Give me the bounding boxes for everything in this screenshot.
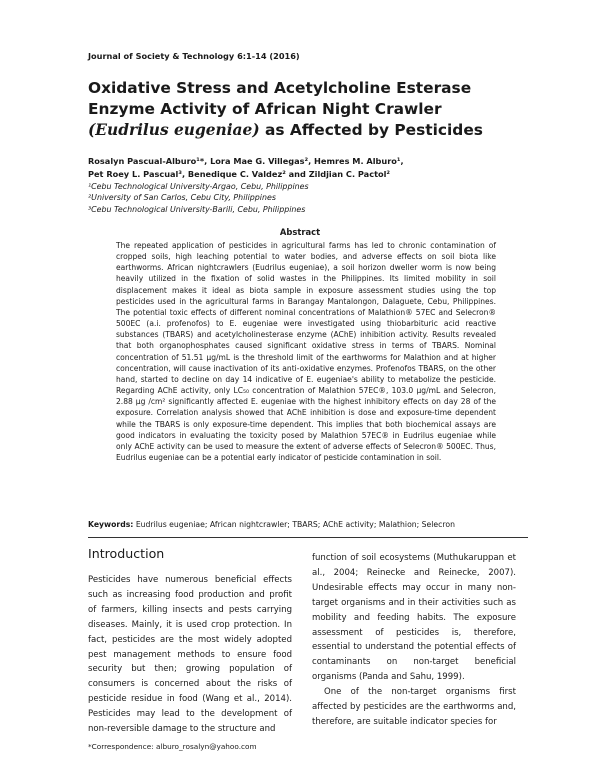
- affiliation-3: ³Cebu Technological University-Barili, Cebu, Philippines: [88, 204, 306, 214]
- intro-paragraph-2: One of the non-target organisms first affected by pesticides are the earthworms and, therefore, are suitable indicator species for: [312, 687, 516, 727]
- intro-column-2: [312, 551, 516, 730]
- authors-line-1: Rosalyn Pascual-Alburo¹*, Lora Mae G. Villegas², Hemres M. Alburo¹,: [88, 156, 404, 166]
- journal-citation: Journal of Society & Technology 6:1-14 (2016): [88, 51, 300, 61]
- intro-column-1: [88, 573, 292, 737]
- intro-paragraph-1-continued: function of soil ecosystems (Muthukaruppan et al., 2004; Reinecke and Reinecke, 2007). Undesirable effects may occur in many non-target organisms and in their activities such as mobility and feeding habits. The exposure assessment of pesticides is, therefore, essential to understand the potential effects of contaminants on non-target beneficial organisms (Panda and Sahu, 1999).: [312, 553, 516, 683]
- affiliation-2: ²University of San Carlos, Cebu City, Philippines: [88, 193, 276, 203]
- authors-line-2: Pet Roey L. Pascual³, Benedique C. Valdez² and Zildjian C. Pactol²: [88, 169, 390, 179]
- keywords: [88, 520, 528, 529]
- section-divider: [88, 537, 528, 538]
- affiliations: [88, 181, 309, 215]
- title-line-3: [88, 120, 528, 141]
- affiliation-1: ¹Cebu Technological University-Argao, Cebu, Philippines: [88, 182, 309, 191]
- introduction-heading: Introduction: [88, 546, 165, 561]
- title-line-1: Oxidative Stress and Acetylcholine Esterase: [88, 79, 472, 97]
- abstract-heading: Abstract: [279, 227, 321, 237]
- keywords-label: Keywords:: [88, 520, 134, 529]
- correspondence-footnote: *Correspondence: alburo_rosalyn@yahoo.com: [88, 742, 257, 751]
- intro-paragraph-1: Pesticides have numerous beneficial effects such as increasing food production and profit of farmers, killing insects and pests carrying diseases. Mainly, it is used crop protection. In fact, pesticides are the most widely adopted pest management methods to ensure food security but then; growing population of consumers is concerned about the risks of pesticide residue in food (Wang et al., 2014). Pesticides may lead to the development of non-reversible damage to the structure and: [88, 575, 292, 735]
- keywords-text: Eudrilus eugeniae; African nightcrawler; TBARS; AChE activity; Malathion; Selecron: [133, 520, 455, 529]
- abstract-body: The repeated application of pesticides in agricultural farms has led to chronic contamination of cropped soils, high leaching potential to water bodies, and adverse effects on soil biota like earthworms. African nightcrawlers (Eudrilus eugeniae), a soil horizon dweller worm is now being heavily utilized in the fixation of solid wastes in the Philippines. Its limited mobility in soil displacement makes it ideal as biota sample in exposure assessment studies using the top pesticides used in the agricultural farms in Barangay Mantalongon, Dalaguete, Cebu, Philippines. The potential toxic effects of different nominal concentrations of Malathion® 57EC and Selecron® 500EC (a.i. profenofos) to E. eugeniae were investigated using thiobarbituric acid reactive substances (TBARS) and acetylcholinesterase enzyme (AChE) inhibition activity. Results revealed that both organophosphates caused significant oxidative stress in terms of TBARS. Nominal concentration of 51.51 μg/mL is the threshold limit of the earthworms for Malathion and at higher concentration, will cause inactivation of its anti-oxidative enzymes. Profenofos TBARS, on the other hand, started to decline on day 14 indicative of E. eugeniae's ability to metabolize the pesticide. Regarding AChE activity, only LC₅₀ concentration of Malathion 57EC®, 103.0 μg/mL and Selecron, 2.88 μg /cm² significantly affected E. eugeniae with the highest inhibitory effects on day 28 of the exposure. Correlation analysis showed that AChE inhibition is dose and exposure-time dependent while the TBARS is only exposure-time dependent. This implies that both biochemical assays are good indicators in evaluating the toxicity posed by Malathion 57EC® in Eudrilus eugeniae while only AChE activity can be used to measure the extent of adverse effects of Selecron® 500EC. Thus, Eudrilus eugeniae can be a potential early indicator of pesticide contamination in soil.: [116, 241, 496, 462]
- title-line-3-rest: as Affected by Pesticides: [259, 121, 483, 139]
- title-species: (Eudrilus eugeniae): [88, 121, 260, 139]
- title-line-2: Enzyme Activity of African Night Crawler: [88, 100, 442, 118]
- paper-title: [88, 78, 528, 141]
- author-list: [88, 155, 528, 181]
